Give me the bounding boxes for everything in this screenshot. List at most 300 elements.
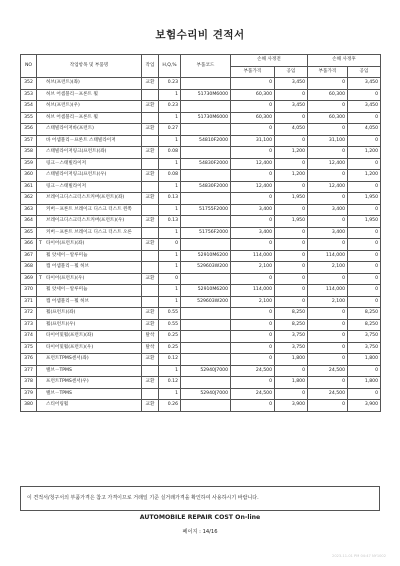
cell-item [37,101,142,113]
cell-labor-after: 1,200 [348,147,381,159]
cell-work: 교환 [142,101,159,113]
cell-labor-after: 0 [348,227,381,239]
table-row [21,400,381,412]
cell-part-code [181,377,231,389]
cell-part-price-after: 0 [308,193,348,205]
cell-work [142,388,159,400]
cell-hq: 0.23 [159,101,181,113]
cell-part-price-before: 31,100 [231,135,275,147]
cell-part-price-before: 12,400 [231,158,275,170]
header-part-price-before: 부품가격 [231,66,275,78]
cell-part-price-before: 3,400 [231,227,275,239]
cell-labor-before: 3,900 [275,400,308,412]
cell-item [37,112,142,124]
cell-item [37,170,142,182]
cell-part-price-before: 3,400 [231,204,275,216]
cell-part-price-after: 60,300 [308,112,348,124]
cell-part-price-after: 0 [308,331,348,343]
cell-part-price-before: 0 [231,78,275,90]
cell-part-price-after: 0 [308,377,348,389]
cell-no: 366 [21,239,37,251]
cell-no: 362 [21,193,37,205]
cell-work [142,250,159,262]
cell-labor-before: 0 [275,204,308,216]
cell-work: 교환 [142,319,159,331]
table-row [21,365,381,377]
cell-item [37,216,142,228]
cell-labor-after: 1,800 [348,354,381,366]
cell-part-code [181,331,231,343]
cell-item [37,135,142,147]
cell-hq: 1 [159,262,181,274]
item-label: 밸브－TPMS [46,367,72,373]
cell-item [37,273,142,285]
cell-item [37,78,142,90]
table-header [21,55,381,78]
cell-item [37,227,142,239]
item-label: 링크－스태빌라이저 [46,160,87,166]
item-label: 프런트TPMS센서(우) [46,379,89,385]
cell-hq: 0 [159,239,181,251]
cell-labor-before: 0 [275,112,308,124]
cell-labor-after: 4,050 [348,124,381,136]
header-work: 작업 [142,55,159,78]
cell-labor-after: 0 [348,239,381,251]
cell-no: 361 [21,181,37,193]
cell-part-price-before: 12,400 [231,181,275,193]
table-row [21,124,381,136]
cell-no: 352 [21,78,37,90]
item-label: 허브 어셈블리－프론트 휠 [46,91,98,97]
cell-part-code: 52910M6200 [181,250,231,262]
cell-labor-before: 3,750 [275,331,308,343]
header-part-code: 부품코드 [181,55,231,78]
cell-part-code [181,319,231,331]
cell-work: 교환 [142,308,159,320]
cell-item [37,158,142,170]
cell-labor-after: 8,250 [348,308,381,320]
cell-labor-before: 8,250 [275,308,308,320]
cell-no: 370 [21,285,37,297]
cell-part-price-after: 0 [308,400,348,412]
cell-labor-after: 0 [348,388,381,400]
table-row [21,193,381,205]
page-number: 페이지 : 14/16 [182,529,218,535]
cell-part-code: 52940J7000 [181,365,231,377]
cell-part-price-before: 0 [231,170,275,182]
cell-work: 교환 [142,170,159,182]
cell-work [142,158,159,170]
table-row [21,239,381,251]
cell-labor-after: 3,750 [348,342,381,354]
item-label: 링크－스태빌라이저 [46,183,87,189]
cell-work: 교환 [142,273,159,285]
table-row [21,216,381,228]
cell-part-price-before: 0 [231,319,275,331]
cell-hq: 0.55 [159,319,181,331]
cell-hq: 0.12 [159,377,181,389]
cell-work: 교환 [142,124,159,136]
cell-item [37,377,142,389]
cell-no: 371 [21,296,37,308]
cell-no: 353 [21,89,37,101]
item-label: 휠 앗세이－알루미늄 [46,252,88,258]
cell-item [37,365,142,377]
item-label: 밸브－TPMS [46,390,72,396]
cell-work: 탈착 [142,342,159,354]
cell-no: 363 [21,204,37,216]
item-label: 허브 어셈블리－프론트 휠 [46,114,98,120]
cell-labor-after: 8,250 [348,319,381,331]
cell-part-code [181,400,231,412]
table-row [21,89,381,101]
cell-hq: 1 [159,365,181,377]
estimate-table [20,54,381,412]
cell-labor-after: 0 [348,262,381,274]
cell-no: 354 [21,101,37,113]
cell-no: 374 [21,331,37,343]
cell-labor-before: 0 [275,181,308,193]
cell-work: 교환 [142,147,159,159]
cell-work [142,112,159,124]
cell-hq: 0.25 [159,331,181,343]
cell-part-price-before: 2,100 [231,296,275,308]
cell-item [37,204,142,216]
table-row [21,135,381,147]
cell-item [37,331,142,343]
cell-part-price-after: 0 [308,273,348,285]
cell-labor-after: 1,200 [348,170,381,182]
document-title: 보험수리비 견적서 [155,29,245,41]
cell-no: 358 [21,147,37,159]
cell-item [37,89,142,101]
table-row [21,296,381,308]
cell-work [142,365,159,377]
item-label: 스티어링휠 [46,402,69,408]
cell-part-price-after: 0 [308,239,348,251]
cell-part-code: 51756F2000 [181,227,231,239]
cell-part-price-before: 0 [231,377,275,389]
cell-labor-before: 0 [275,296,308,308]
cell-part-price-before: 0 [231,239,275,251]
cell-part-code: 51755F2000 [181,204,231,216]
cell-labor-after: 3,900 [348,400,381,412]
item-label: 캡 어셈블리－휠 허브 [46,264,90,270]
header-part-price-after: 부품가격 [308,66,348,78]
cell-work [142,89,159,101]
cell-work: 교환 [142,216,159,228]
cell-item [37,354,142,366]
cell-no: 376 [21,354,37,366]
cell-labor-before: 0 [275,388,308,400]
cell-no: 355 [21,112,37,124]
cell-no: 369 [21,273,37,285]
cell-work [142,262,159,274]
cell-part-price-after: 24,500 [308,365,348,377]
cell-hq: 1 [159,227,181,239]
cell-part-code: 54810F2000 [181,135,231,147]
cell-part-price-after: 31,100 [308,135,348,147]
cell-labor-after: 0 [348,135,381,147]
item-label: 스태빌라이저바(프런트) [46,126,94,132]
table-row [21,342,381,354]
cell-work: 교환 [142,377,159,389]
header-before-group: 손해 사정전 [231,55,308,67]
cell-part-price-before: 0 [231,308,275,320]
cell-part-price-after: 12,400 [308,158,348,170]
cell-part-code [181,354,231,366]
cell-item [37,147,142,159]
cell-part-price-after: 2,100 [308,296,348,308]
cell-item [37,193,142,205]
cell-hq: 1 [159,388,181,400]
header-hq: H,Q,% [159,55,181,78]
cell-part-price-after: 114,000 [308,250,348,262]
cell-hq: 0 [159,273,181,285]
cell-part-price-before: 60,300 [231,89,275,101]
cell-no: 359 [21,158,37,170]
cell-item [37,342,142,354]
table-row [21,331,381,343]
cell-part-price-before: 0 [231,147,275,159]
cell-no: 365 [21,227,37,239]
cell-work [142,296,159,308]
header-item: 작업항목 및 부품명 [37,55,142,78]
cell-part-price-after: 3,400 [308,227,348,239]
cell-work: 교환 [142,400,159,412]
cell-item [37,285,142,297]
cell-labor-after: 0 [348,181,381,193]
table-row [21,147,381,159]
cell-part-code: 54830F2000 [181,158,231,170]
cell-labor-before: 8,250 [275,319,308,331]
cell-labor-after: 0 [348,89,381,101]
cell-part-code [181,101,231,113]
tire-mark: T [39,241,42,247]
cell-labor-before: 3,750 [275,342,308,354]
cell-labor-before: 1,800 [275,377,308,389]
table-row [21,250,381,262]
cell-work: 교환 [142,193,159,205]
cell-work [142,227,159,239]
cell-item [37,400,142,412]
cell-labor-before: 0 [275,227,308,239]
cell-labor-after: 1,950 [348,216,381,228]
cell-part-price-before: 0 [231,400,275,412]
cell-part-price-after: 0 [308,101,348,113]
item-label: 휠(프런트)(좌) [46,310,76,316]
cell-work [142,135,159,147]
cell-part-price-before: 0 [231,124,275,136]
cell-no: 364 [21,216,37,228]
table-row [21,158,381,170]
cell-no: 377 [21,365,37,377]
cell-labor-after: 3,750 [348,331,381,343]
cell-labor-after: 3,450 [348,101,381,113]
cell-part-price-before: 0 [231,273,275,285]
cell-part-code: 51730M6000 [181,112,231,124]
item-label: 커버－프론트 브레이크 디스크 더스트 오른 [46,229,132,235]
cell-hq: 1 [159,204,181,216]
cell-hq: 1 [159,296,181,308]
cell-labor-after: 1,800 [348,377,381,389]
table-row [21,204,381,216]
cell-item [37,124,142,136]
cell-hq: 0.13 [159,216,181,228]
cell-labor-before: 0 [275,262,308,274]
table-body [21,78,381,412]
cell-item [37,239,142,251]
cell-part-code [181,147,231,159]
cell-item [37,262,142,274]
cell-part-code [181,170,231,182]
item-label: 타이어및휠(프런트)(좌) [46,333,94,339]
cell-part-code [181,124,231,136]
cell-labor-after: 3,450 [348,78,381,90]
cell-part-code [181,78,231,90]
cell-no: 360 [21,170,37,182]
cell-labor-before: 0 [275,89,308,101]
cell-labor-after: 0 [348,158,381,170]
cell-labor-before: 4,050 [275,124,308,136]
cell-labor-after: 0 [348,296,381,308]
cell-work: 교환 [142,354,159,366]
cell-work [142,204,159,216]
cell-no: 357 [21,135,37,147]
cell-no: 375 [21,342,37,354]
item-label: 바 어셈블리－프론트 스태빌라이저 [46,137,116,143]
cell-no: 372 [21,308,37,320]
cell-hq: 1 [159,112,181,124]
cell-part-price-before: 2,100 [231,262,275,274]
cell-part-code: 52910M6200 [181,285,231,297]
cell-hq: 1 [159,181,181,193]
table-row [21,170,381,182]
cell-labor-before: 1,800 [275,354,308,366]
cell-part-price-before: 0 [231,342,275,354]
item-label: 커버－프론트 브레이크 디스크 더스트 왼쪽 [46,206,132,212]
item-label: 타이어(프런트)(우) [46,275,85,281]
cell-part-code: 51730M6000 [181,89,231,101]
cell-part-code: 54830F2000 [181,181,231,193]
cell-part-code [181,239,231,251]
cell-labor-before: 0 [275,365,308,377]
cell-part-price-before: 114,000 [231,250,275,262]
table-row [21,319,381,331]
cell-no: 367 [21,250,37,262]
cell-part-price-after: 114,000 [308,285,348,297]
table-row [21,308,381,320]
item-label: 스태빌라이저링크(프런트)(좌) [46,149,107,155]
cell-part-price-before: 114,000 [231,285,275,297]
cell-work: 교환 [142,78,159,90]
cell-item [37,250,142,262]
header-labor-before: 공임 [275,66,308,78]
cell-labor-before: 3,450 [275,101,308,113]
table-row [21,181,381,193]
cell-part-price-after: 0 [308,342,348,354]
item-label: 허브(프런트)(좌) [46,80,80,86]
cell-part-price-after: 24,500 [308,388,348,400]
cell-part-price-after: 0 [308,78,348,90]
cell-part-price-before: 0 [231,101,275,113]
cell-work: 교환 [142,239,159,251]
table-row [21,273,381,285]
cell-part-price-after: 0 [308,308,348,320]
cell-part-code [181,193,231,205]
item-label: 브레이크디스크더스트커버(프런트)(우) [46,218,125,224]
cell-part-price-after: 0 [308,170,348,182]
item-label: 프런트TPMS센서(좌) [46,356,89,362]
cell-hq: 0.08 [159,147,181,159]
cell-labor-after: 1,950 [348,193,381,205]
cell-no: 378 [21,377,37,389]
cell-no: 368 [21,262,37,274]
cell-labor-before: 0 [275,273,308,285]
cell-part-price-after: 12,400 [308,181,348,193]
table-row [21,377,381,389]
cell-labor-after: 0 [348,250,381,262]
table-row [21,354,381,366]
cell-part-code [181,273,231,285]
cell-part-price-before: 60,300 [231,112,275,124]
table-row [21,78,381,90]
cell-part-price-before: 0 [231,331,275,343]
cell-hq: 0.08 [159,170,181,182]
cell-labor-after: 0 [348,365,381,377]
print-stamp: 2023-11-01 PM 04:47 NY1002 [332,554,386,558]
cell-hq: 1 [159,158,181,170]
cell-labor-before: 1,950 [275,193,308,205]
cell-labor-before: 0 [275,158,308,170]
cell-part-price-after: 0 [308,319,348,331]
item-label: 타이어(프런트)(좌) [46,241,85,247]
cell-part-price-after: 0 [308,354,348,366]
cell-part-price-after: 3,400 [308,204,348,216]
table-row [21,285,381,297]
cell-hq: 1 [159,89,181,101]
cell-work [142,181,159,193]
cell-part-price-before: 0 [231,354,275,366]
cell-part-code [181,342,231,354]
header-labor-after: 공임 [348,66,381,78]
cell-labor-before: 0 [275,239,308,251]
cell-hq: 0.13 [159,193,181,205]
cell-labor-before: 0 [275,135,308,147]
cell-no: 373 [21,319,37,331]
cell-hq: 0.26 [159,400,181,412]
cell-item [37,296,142,308]
cell-part-price-before: 24,500 [231,388,275,400]
cell-part-code: 52940J7000 [181,388,231,400]
item-label: 타이어및휠(프런트)(우) [46,344,94,350]
item-label: 허브(프런트)(우) [46,103,80,109]
footer-brand: AUTOMOBILE REPAIR COST On-line [139,514,261,521]
price-notice: 이 견적서/청구서의 부품가격은 참고 가격이므로 거래일 기준 실거래가격을 확인하여 사용하시기 바랍니다. [20,486,380,511]
cell-no: 379 [21,388,37,400]
cell-part-price-before: 0 [231,216,275,228]
cell-hq: 0.27 [159,124,181,136]
cell-labor-after: 0 [348,204,381,216]
cell-work: 탈착 [142,331,159,343]
cell-labor-before: 1,950 [275,216,308,228]
table-row [21,227,381,239]
cell-item [37,181,142,193]
cell-labor-after: 0 [348,112,381,124]
cell-part-code: 529603W200 [181,262,231,274]
table-row [21,101,381,113]
cell-labor-before: 1,200 [275,170,308,182]
